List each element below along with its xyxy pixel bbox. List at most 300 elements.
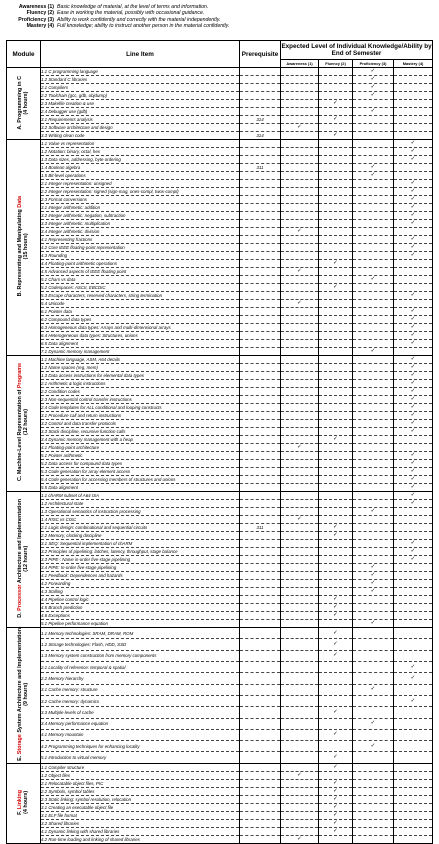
level-cell	[319, 540, 353, 548]
level-cell	[353, 100, 394, 108]
prerequisite-cell	[240, 124, 281, 132]
table-row	[7, 340, 433, 348]
level-cell	[319, 244, 353, 252]
prerequisite-cell: 314	[240, 116, 281, 124]
prerequisite-header: Prerequisite	[240, 41, 281, 68]
level-cell	[394, 108, 433, 116]
level-cell	[353, 436, 394, 444]
table-row	[7, 532, 433, 540]
level-cell	[281, 508, 319, 516]
level-cell	[394, 172, 433, 180]
prerequisite-cell	[240, 108, 281, 116]
level-cell	[394, 564, 433, 572]
level-cell	[319, 444, 353, 452]
checkmark-icon: ✓	[297, 444, 302, 450]
module-title-highlight: Programs	[17, 363, 24, 389]
checkmark-icon: ✓	[410, 452, 416, 458]
level-cell	[281, 308, 319, 316]
level-cell	[319, 500, 353, 508]
checkmark-icon: ✓	[333, 524, 338, 530]
line-item-cell: 2.3 Format conversions	[41, 196, 240, 204]
module-title-prefix: A. Programming in C	[17, 75, 24, 130]
level-cell	[319, 108, 353, 116]
level-cell	[281, 420, 319, 428]
checkmark-icon: ✓	[410, 380, 416, 386]
prerequisite-cell	[240, 492, 281, 500]
level-cell	[319, 332, 353, 340]
checkmark-icon: ✓	[370, 686, 376, 693]
level-cell	[353, 380, 394, 388]
table-row	[7, 420, 433, 428]
table-row	[7, 752, 433, 763]
level-cell	[319, 532, 353, 540]
level-cell	[319, 639, 353, 650]
level-cell	[353, 116, 394, 124]
table-row	[7, 108, 433, 116]
level-cell	[281, 316, 319, 324]
level-cell	[394, 244, 433, 252]
level-cell	[319, 729, 353, 740]
level-cell	[353, 156, 394, 164]
level-cell	[319, 604, 353, 612]
checkmark-icon: ✓	[410, 252, 416, 258]
table-row	[7, 639, 433, 650]
table-row	[7, 564, 433, 572]
table-row	[7, 364, 433, 372]
level-cell	[319, 628, 353, 639]
table-row	[7, 388, 433, 396]
level-cell	[281, 388, 319, 396]
level-cell	[394, 779, 433, 787]
level-cell	[281, 212, 319, 220]
level-cell	[394, 276, 433, 284]
checkmark-icon: ✓	[410, 180, 416, 186]
level-cell	[281, 84, 319, 92]
line-item-cell: 5.4 Unicode	[41, 300, 240, 308]
prerequisite-cell	[240, 180, 281, 188]
line-item-cell: 4.2 Core IEEE floating-point representation	[41, 244, 240, 252]
level-cell	[281, 718, 319, 729]
line-item-cell: 3.3 Integer arithmetic: multiplication	[41, 220, 240, 228]
line-item-cell: 3.1 Cache memory: structure	[41, 684, 240, 695]
prerequisite-cell: 314	[240, 132, 281, 140]
level-cell	[353, 228, 394, 236]
level-cell	[394, 428, 433, 436]
prerequisite-cell	[240, 612, 281, 620]
prerequisite-cell	[240, 244, 281, 252]
prerequisite-cell	[240, 372, 281, 380]
table-row	[7, 819, 433, 827]
level-cell	[394, 596, 433, 604]
prerequisite-cell	[240, 729, 281, 740]
level-cell	[319, 564, 353, 572]
table-row	[7, 380, 433, 388]
level-cell	[353, 819, 394, 827]
level-cell	[353, 124, 394, 132]
level-cell	[394, 811, 433, 819]
checkmark-icon: ✓	[410, 697, 416, 704]
prerequisite-cell	[240, 356, 281, 364]
level-cell	[353, 108, 394, 116]
module-header: Module	[7, 41, 41, 68]
level-cell	[319, 268, 353, 276]
level-cell	[353, 673, 394, 684]
checkmark-icon: ✓	[410, 188, 416, 194]
table-row	[7, 116, 433, 124]
line-item-cell: 1.1 Machine language, ASM, A64 details	[41, 356, 240, 364]
level-cell	[319, 84, 353, 92]
checkmark-icon: ✓	[333, 612, 338, 618]
checkmark-icon: ✓	[410, 420, 416, 426]
checkmark-icon: ✓	[333, 652, 338, 659]
table-row	[7, 180, 433, 188]
checkmark-icon: ✓	[410, 388, 416, 394]
level-cell	[353, 404, 394, 412]
module-title	[17, 76, 29, 130]
prerequisite-cell	[240, 332, 281, 340]
level-cell	[394, 695, 433, 706]
level-cell	[394, 236, 433, 244]
checkmark-icon: ✓	[370, 172, 376, 178]
checkmark-icon: ✓	[410, 316, 416, 322]
level-cell	[281, 292, 319, 300]
level-cell	[281, 180, 319, 188]
level-cell	[394, 484, 433, 492]
level-cell	[353, 580, 394, 588]
level-cell	[319, 100, 353, 108]
line-item-cell: 4.3 Rounding	[41, 252, 240, 260]
level-cell	[353, 284, 394, 292]
checkmark-icon: ✓	[410, 220, 416, 226]
prerequisite-cell	[240, 204, 281, 212]
level-cell	[394, 332, 433, 340]
table-row	[7, 444, 433, 452]
level-cell	[319, 372, 353, 380]
level-cell	[353, 787, 394, 795]
expected-level-header: Expected Level of Individual Knowledge/Ability by End of Semester	[281, 41, 433, 60]
level-cell	[319, 673, 353, 684]
level-cell	[394, 452, 433, 460]
line-item-cell: 1.3 Memory system construction from memory components	[41, 650, 240, 661]
level-cell	[319, 380, 353, 388]
line-item-cell: 4.1 Memory mountain	[41, 729, 240, 740]
level-cell	[319, 196, 353, 204]
line-item-cell: 3.4 Memory performance equation	[41, 718, 240, 729]
prerequisite-cell	[240, 811, 281, 819]
level-cell	[281, 196, 319, 204]
level-cell	[353, 763, 394, 771]
line-item-cell: 4.1 Floating-point architecture	[41, 444, 240, 452]
level-cell	[353, 811, 394, 819]
level-cell	[319, 572, 353, 580]
prerequisite-cell	[240, 588, 281, 596]
checkmark-icon: ✓	[370, 276, 376, 282]
level-cell	[319, 811, 353, 819]
table-row	[7, 468, 433, 476]
level-cell	[353, 236, 394, 244]
line-item-cell: 1.5 Bit-level operations	[41, 172, 240, 180]
line-item-cell: 1.1 Value vs representation	[41, 140, 240, 148]
line-item-cell: 1.1 Memory technologies: SRAM, DRAM, ROM	[41, 628, 240, 639]
level-cell	[319, 556, 353, 564]
level-cell	[394, 220, 433, 228]
level-cell	[281, 729, 319, 740]
level-cell	[394, 540, 433, 548]
level-cell	[281, 771, 319, 779]
prerequisite-cell	[240, 380, 281, 388]
level-cell	[319, 276, 353, 284]
checkmark-icon: ✓	[370, 76, 376, 82]
level-cell	[319, 148, 353, 156]
level-cell	[319, 316, 353, 324]
level-cell	[281, 428, 319, 436]
checkmark-icon: ✓	[410, 140, 416, 146]
level-cell	[394, 340, 433, 348]
level-cell	[394, 396, 433, 404]
table-row	[7, 284, 433, 292]
table-row	[7, 787, 433, 795]
level-cell	[353, 260, 394, 268]
level-cell	[353, 604, 394, 612]
level-cell	[394, 308, 433, 316]
level-cell	[353, 316, 394, 324]
level-cell	[319, 763, 353, 771]
level-cell	[319, 508, 353, 516]
level-cell	[394, 572, 433, 580]
level-cell	[394, 516, 433, 524]
checkmark-icon: ✓	[410, 364, 416, 370]
level-cell	[394, 180, 433, 188]
level-cell	[319, 68, 353, 76]
level-cell	[319, 695, 353, 706]
table-row	[7, 548, 433, 556]
line-item-cell: 5.1 Chars vs data	[41, 276, 240, 284]
level-cell	[281, 364, 319, 372]
level-cell	[281, 412, 319, 420]
checkmark-icon: ✓	[410, 484, 416, 490]
level-cell	[353, 650, 394, 661]
level-cell	[281, 268, 319, 276]
level-cell	[319, 787, 353, 795]
module-hours: (12 hours)	[23, 409, 30, 436]
level-cell	[281, 396, 319, 404]
line-item-cell: 2.2 Memory hierarchy	[41, 673, 240, 684]
prerequisite-cell	[240, 348, 281, 356]
level-cell	[394, 684, 433, 695]
level-cell	[353, 729, 394, 740]
level-cell	[353, 661, 394, 672]
line-item-cell: 6.2 Compound data types	[41, 316, 240, 324]
level-cell	[353, 420, 394, 428]
level-cell	[319, 308, 353, 316]
table-row	[7, 436, 433, 444]
prerequisite-cell	[240, 260, 281, 268]
legend-description: Full knowledge; ability to instruct another person in the material confidently.	[57, 23, 230, 30]
level-cell	[281, 524, 319, 532]
level-cell	[281, 252, 319, 260]
prerequisite-cell	[240, 661, 281, 672]
level-cell	[353, 252, 394, 260]
level-cell	[281, 140, 319, 148]
level-cell	[353, 741, 394, 752]
level-cell	[319, 596, 353, 604]
table-row	[7, 508, 433, 516]
line-item-cell: 2.3 Makefile creation & use	[41, 100, 240, 108]
line-item-cell: 2.3 Non-sequential control transfer instructions	[41, 396, 240, 404]
line-item-cell: 2.4 Debugger use (gdb)	[41, 108, 240, 116]
level-cell	[394, 741, 433, 752]
table-row	[7, 771, 433, 779]
module-cell	[7, 763, 41, 843]
prerequisite-cell	[240, 752, 281, 763]
level-cell	[394, 795, 433, 803]
level-cell	[353, 452, 394, 460]
table-row	[7, 596, 433, 604]
level-cell	[281, 650, 319, 661]
prerequisite-cell	[240, 404, 281, 412]
level-cell	[319, 468, 353, 476]
level-cell	[319, 612, 353, 620]
level-cell	[319, 580, 353, 588]
line-item-cell: 3.4 Dynamic memory management with a heap	[41, 436, 240, 444]
line-item-cell: 3.2 Software architecture and design	[41, 124, 240, 132]
level-cell	[353, 220, 394, 228]
table-row	[7, 196, 433, 204]
level-cell	[319, 156, 353, 164]
level-cell	[394, 100, 433, 108]
table-row	[7, 612, 433, 620]
level-cell	[281, 340, 319, 348]
table-row	[7, 324, 433, 332]
table-row	[7, 628, 433, 639]
checkmark-icon: ✓	[410, 308, 416, 314]
checkmark-icon: ✓	[333, 787, 338, 794]
checkmark-icon: ✓	[410, 460, 416, 466]
table-row	[7, 148, 433, 156]
level-cell	[281, 741, 319, 752]
level-cell	[281, 436, 319, 444]
level-cell	[319, 116, 353, 124]
level-cell	[319, 548, 353, 556]
level-cell	[353, 612, 394, 620]
line-item-cell: 3.2 Shared libraries	[41, 819, 240, 827]
level-cell	[319, 476, 353, 484]
level-cell	[281, 452, 319, 460]
module-title-highlight: Linking	[17, 789, 24, 810]
prerequisite-cell	[240, 92, 281, 100]
line-item-cell: 1.1 C programming language	[41, 68, 240, 76]
level-cell	[319, 650, 353, 661]
checkmark-icon: ✓	[370, 348, 376, 354]
line-item-cell: 6.5 Data alignment	[41, 340, 240, 348]
level-cell	[319, 452, 353, 460]
prerequisite-cell	[240, 268, 281, 276]
level-cell	[394, 116, 433, 124]
module-title	[17, 628, 29, 761]
level-cell	[319, 204, 353, 212]
level-cell	[319, 460, 353, 468]
module-title	[17, 499, 29, 618]
prerequisite-cell	[240, 340, 281, 348]
level-cell	[281, 500, 319, 508]
checkmark-icon: ✓	[410, 356, 416, 362]
checkmark-icon: ✓	[333, 803, 338, 810]
level-cell	[353, 484, 394, 492]
level-cell	[281, 380, 319, 388]
checkmark-icon: ✓	[370, 588, 376, 594]
table-row	[7, 252, 433, 260]
line-item-cell: 3.1 Requirements analysis	[41, 116, 240, 124]
level-cell	[281, 819, 319, 827]
checkmark-icon: ✓	[333, 596, 338, 602]
prerequisite-cell	[240, 468, 281, 476]
line-item-cell: 6.3 Homogeneous data types: Arrays and multi-dimensional arrays	[41, 324, 240, 332]
level-cell	[281, 444, 319, 452]
level-cell	[394, 212, 433, 220]
level-cell	[319, 516, 353, 524]
checkmark-icon: ✓	[333, 284, 338, 290]
level-cell	[281, 164, 319, 172]
level-cell	[394, 284, 433, 292]
table-row	[7, 100, 433, 108]
level-cell	[394, 827, 433, 835]
table-row	[7, 132, 433, 140]
module-cell	[7, 356, 41, 492]
level-cell	[281, 620, 319, 628]
level-cell	[394, 188, 433, 196]
checkmark-icon: ✓	[410, 396, 416, 402]
line-item-cell: 5.5 Data alignment	[41, 484, 240, 492]
line-item-cell: 4.2 Run-time loading and linking of shared libraries	[41, 835, 240, 843]
checkmark-icon: ✓	[370, 564, 376, 570]
level-cell	[281, 356, 319, 364]
checkmark-icon: ✓	[333, 132, 338, 138]
level-cell	[281, 763, 319, 771]
line-item-cell: 2.2 Toolchain (gcc, gdb, objdump)	[41, 92, 240, 100]
level-cell	[319, 180, 353, 188]
curriculum-table	[6, 40, 433, 844]
checkmark-icon: ✓	[410, 332, 416, 338]
line-item-cell: 3.3 Stack discipline, recursive function calls	[41, 428, 240, 436]
line-item-cell: 5.2 Codespaces: ASCII, EBCDIC	[41, 284, 240, 292]
checkmark-icon: ✓	[410, 244, 416, 250]
checkmark-icon: ✓	[410, 236, 416, 242]
table-row	[7, 604, 433, 612]
level-cell	[353, 268, 394, 276]
level-cell	[353, 596, 394, 604]
level-cell	[353, 695, 394, 706]
legend-row	[10, 23, 229, 29]
level-cell	[353, 132, 394, 140]
checkmark-icon: ✓	[410, 212, 416, 218]
line-item-cell: 2.1 Relocatable object files, PIC	[41, 779, 240, 787]
checkmark-icon: ✓	[410, 340, 416, 346]
checkmark-icon: ✓	[410, 324, 416, 330]
table-row	[7, 452, 433, 460]
module-title-prefix: B. Representing and Manipulating	[17, 208, 24, 297]
module-title-prefix: F.	[17, 809, 24, 815]
checkmark-icon: ✓	[410, 428, 416, 434]
level-cell	[394, 132, 433, 140]
level-cell	[353, 639, 394, 650]
prerequisite-cell	[240, 444, 281, 452]
module-hours: (4 hours)	[23, 90, 30, 115]
level-cell	[394, 300, 433, 308]
prerequisite-cell	[240, 212, 281, 220]
prerequisite-cell	[240, 196, 281, 204]
level-cell	[394, 673, 433, 684]
line-item-cell: 4.1 Representing fractions	[41, 236, 240, 244]
